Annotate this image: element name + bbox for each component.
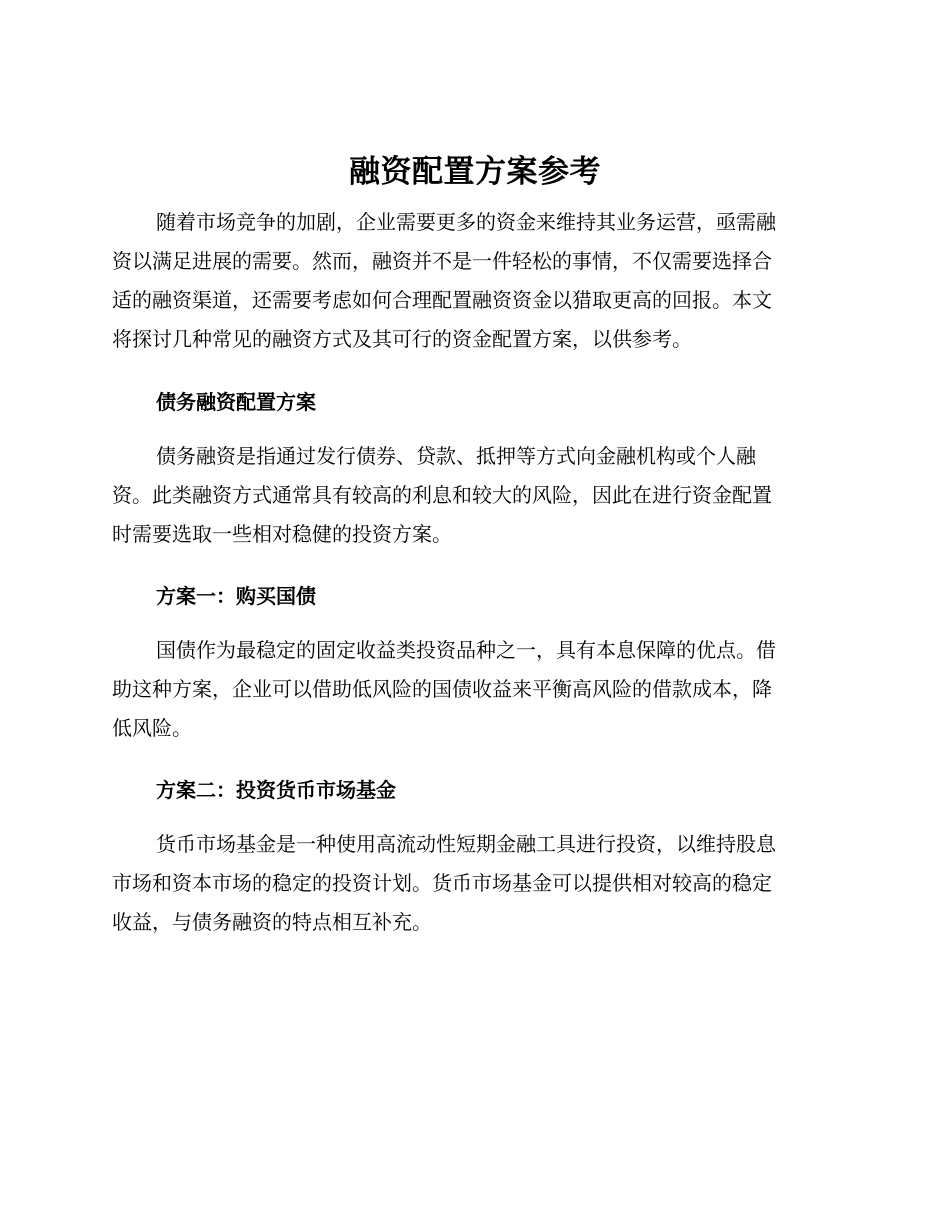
paragraph-line: 适的融资渠道，还需要考虑如何合理配置融资资金以猎取更高的回报。本文: [112, 288, 772, 312]
paragraph-line: 市场和资本市场的稳定的投资计划。货币市场基金可以提供相对较高的稳定: [112, 871, 772, 895]
paragraph-line: 收益，与债务融资的特点相互补充。: [112, 910, 432, 934]
paragraph-line: 货币市场基金是一种使用高流动性短期金融工具进行投资，以维持股息: [156, 832, 776, 856]
page-title: 融资配置方案参考: [349, 154, 601, 190]
paragraph-line: 国债作为最稳定的固定收益类投资品种之一，具有本息保障的优点。借: [156, 638, 776, 662]
section-heading-debt: 债务融资配置方案: [156, 390, 316, 414]
plan-two-paragraph: [112, 825, 832, 942]
paragraph-line: 将探讨几种常见的融资方式及其可行的资金配置方案，以供参考。: [112, 327, 692, 351]
paragraph-line: 助这种方案，企业可以借助低风险的国债收益来平衡高风险的借款成本，降: [112, 677, 772, 701]
paragraph-line: 资以满足进展的需要。然而，融资并不是一件轻松的事情，不仅需要选择合: [112, 249, 772, 273]
debt-paragraph: [112, 437, 832, 554]
paragraph-line: 低风险。: [112, 716, 192, 740]
paragraph-line: 债务融资是指通过发行债券、贷款、抵押等方式向金融机构或个人融: [156, 444, 756, 468]
plan-one-paragraph: [112, 631, 832, 748]
intro-paragraph: [112, 203, 832, 359]
paragraph-line: 资。此类融资方式通常具有较高的利息和较大的风险，因此在进行资金配置: [112, 483, 772, 507]
section-heading-plan-one: 方案一：购买国债: [156, 584, 316, 608]
paragraph-line: 随着市场竞争的加剧，企业需要更多的资金来维持其业务运营，亟需融: [156, 210, 776, 234]
paragraph-line: 时需要选取一些相对稳健的投资方案。: [112, 522, 452, 546]
section-heading-plan-two: 方案二：投资货币市场基金: [156, 778, 396, 802]
